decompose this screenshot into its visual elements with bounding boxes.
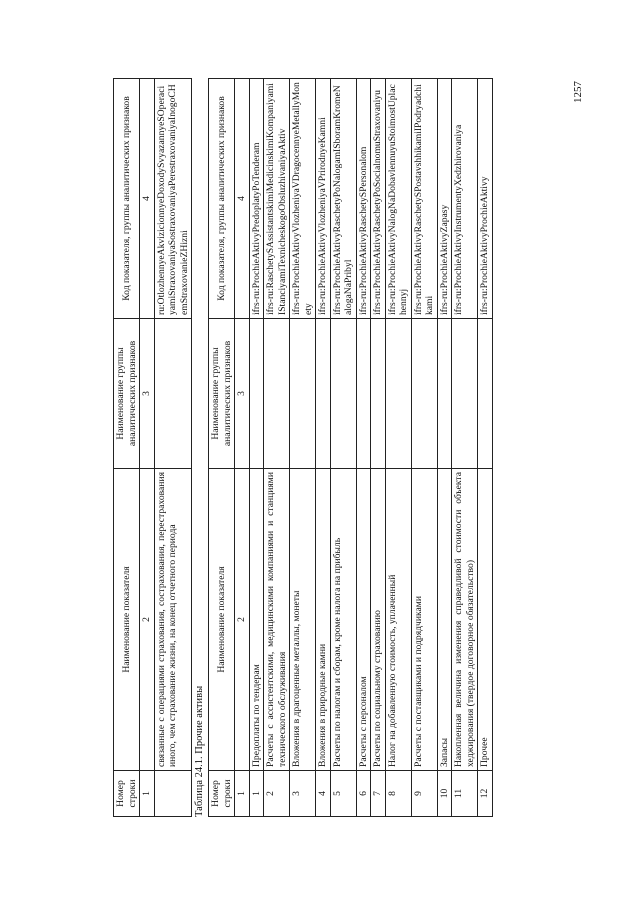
- col-index-1: 1: [235, 771, 250, 817]
- column-index-row: [140, 79, 155, 817]
- col-index-3: 3: [140, 319, 155, 469]
- other-assets-table: [208, 78, 493, 817]
- header-group: Наименование группы аналитических признаков: [114, 319, 140, 469]
- row-code: ifrs-ru:ProchieAktivyNalogNaDobavlennuyuStoimostUplachennyj: [385, 79, 411, 319]
- row-code: ifrs-ru:ProchieAktivyRaschetySPostavshhikamiIPodryadchikami: [411, 79, 437, 319]
- row-num: 3: [290, 771, 316, 817]
- row-num: 5: [330, 771, 356, 817]
- row-name: связанные с операциями страхования, сострахования, перестрахования иного, чем страхование жизни, на конец отчетного периода: [154, 469, 192, 771]
- row-name: Расчеты с ассистентскими, медицинскими компаниями и станциями технического обслуживания: [264, 469, 290, 771]
- table-row: [385, 79, 411, 817]
- header-name: Наименование показателя: [114, 469, 140, 771]
- row-code: ifrs-ru:ProchieAktivyZapasy: [437, 79, 452, 319]
- row-code: ifrs-ru:ProchieAktivyVlozheniyaVPrirodnyeKamni: [316, 79, 331, 319]
- table-row: [330, 79, 356, 817]
- header-name: Наименование показателя: [209, 469, 235, 771]
- row-code: ifrs-ru:ProchieAktivyInstrumentyXedzhirovaniya: [452, 79, 478, 319]
- header-group: Наименование группы аналитических признаков: [209, 319, 235, 469]
- row-name: Вложения в природные камни: [316, 469, 331, 771]
- row-group: [264, 319, 290, 469]
- page-number: 1257: [572, 81, 584, 103]
- table-row: [154, 79, 192, 817]
- row-num: 9: [411, 771, 437, 817]
- row-name: Запасы: [437, 469, 452, 771]
- row-group: [385, 319, 411, 469]
- row-group: [478, 319, 493, 469]
- row-num: 1: [249, 771, 264, 817]
- row-num: 8: [385, 771, 411, 817]
- table-row: [452, 79, 478, 817]
- table-row: [264, 79, 290, 817]
- row-name: Расчеты по налогам и сборам, кроме налога на прибыль: [330, 469, 356, 771]
- table-row: [478, 79, 493, 817]
- row-num: 7: [371, 771, 386, 817]
- row-code: ifrs-ru:ProchieAktivyProchieAktivy: [478, 79, 493, 319]
- table-row: [371, 79, 386, 817]
- table-row: [290, 79, 316, 817]
- col-index-2: 2: [140, 469, 155, 771]
- row-group: [154, 319, 192, 469]
- row-num: 11: [452, 771, 478, 817]
- row-name: Вложения в драгоценные металлы, монеты: [290, 469, 316, 771]
- row-group: [411, 319, 437, 469]
- row-group: [330, 319, 356, 469]
- row-name: Налог на добавленную стоимость, уплаченный: [385, 469, 411, 771]
- row-group: [249, 319, 264, 469]
- row-num: 12: [478, 771, 493, 817]
- row-group: [290, 319, 316, 469]
- row-num: 4: [316, 771, 331, 817]
- row-group: [452, 319, 478, 469]
- row-name: Накопленная величина изменения справедливой стоимости объекта хеджирования (твердое договорное обязательство): [452, 469, 478, 771]
- table-row: [411, 79, 437, 817]
- row-code: ifrs-ru:ProchieAktivyVlozheniyaVDragocennyeMetallyMonety: [290, 79, 316, 319]
- table-row: [356, 79, 371, 817]
- table-caption: Таблица 24.1. Прочие активы: [194, 685, 205, 817]
- row-num: 2: [264, 771, 290, 817]
- column-index-row: [235, 79, 250, 817]
- continuation-table: [113, 78, 192, 817]
- header-code: Код показателя, группы аналитических признаков: [209, 79, 235, 319]
- row-name: Расчеты с поставщиками и подрядчиками: [411, 469, 437, 771]
- header-row: [209, 79, 235, 817]
- row-code: ifrs-ru:ProchieAktivyRaschetyPoSocialnomuStraxovaniyu: [371, 79, 386, 319]
- row-code: ifrs-ru:ProchieAktivyPredoplatyPoTenderam: [249, 79, 264, 319]
- table-row: [437, 79, 452, 817]
- row-num: 6: [356, 771, 371, 817]
- row-group: [437, 319, 452, 469]
- col-index-4: 4: [235, 79, 250, 319]
- col-index-4: 4: [140, 79, 155, 319]
- header-row: [114, 79, 140, 817]
- row-name: Прочее: [478, 469, 493, 771]
- col-index-2: 2: [235, 469, 250, 771]
- row-group: [356, 319, 371, 469]
- row-code: ifrs-ru:RaschetySAssistantskimiMedicinskimiKompaniyamiIStanciyamiTexnicheskogoObsluzhivaniyaAktiv: [264, 79, 290, 319]
- row-num: 10: [437, 771, 452, 817]
- table-row: [249, 79, 264, 817]
- row-code: ifrs-ru:ProchieAktivyRaschetySPersonalom: [356, 79, 371, 319]
- row-num: [154, 771, 192, 817]
- table-row: [316, 79, 331, 817]
- row-code: ifrs-ru:ProchieAktivyRaschetyPoNalogamISboramKromeNalogaNaPribyl: [330, 79, 356, 319]
- row-name: Расчеты по социальному страхованию: [371, 469, 386, 771]
- col-index-3: 3: [235, 319, 250, 469]
- col-index-1: 1: [140, 771, 155, 817]
- row-group: [316, 319, 331, 469]
- row-name: Предоплаты по тендерам: [249, 469, 264, 771]
- header-code: Код показателя, группы аналитических признаков: [114, 79, 140, 319]
- row-group: [371, 319, 386, 469]
- row-code: ru:OtlozhennyeAkvizicionnyeDoxodySvyazannyeSOperaciyamiStraxovaniyaSostraxovaniyaPerestraxovaniyaInogoCHemStraxovanieZHizni: [154, 79, 192, 319]
- header-num: Номер строки: [209, 771, 235, 817]
- header-num: Номер строки: [114, 771, 140, 817]
- row-name: Расчеты с персоналом: [356, 469, 371, 771]
